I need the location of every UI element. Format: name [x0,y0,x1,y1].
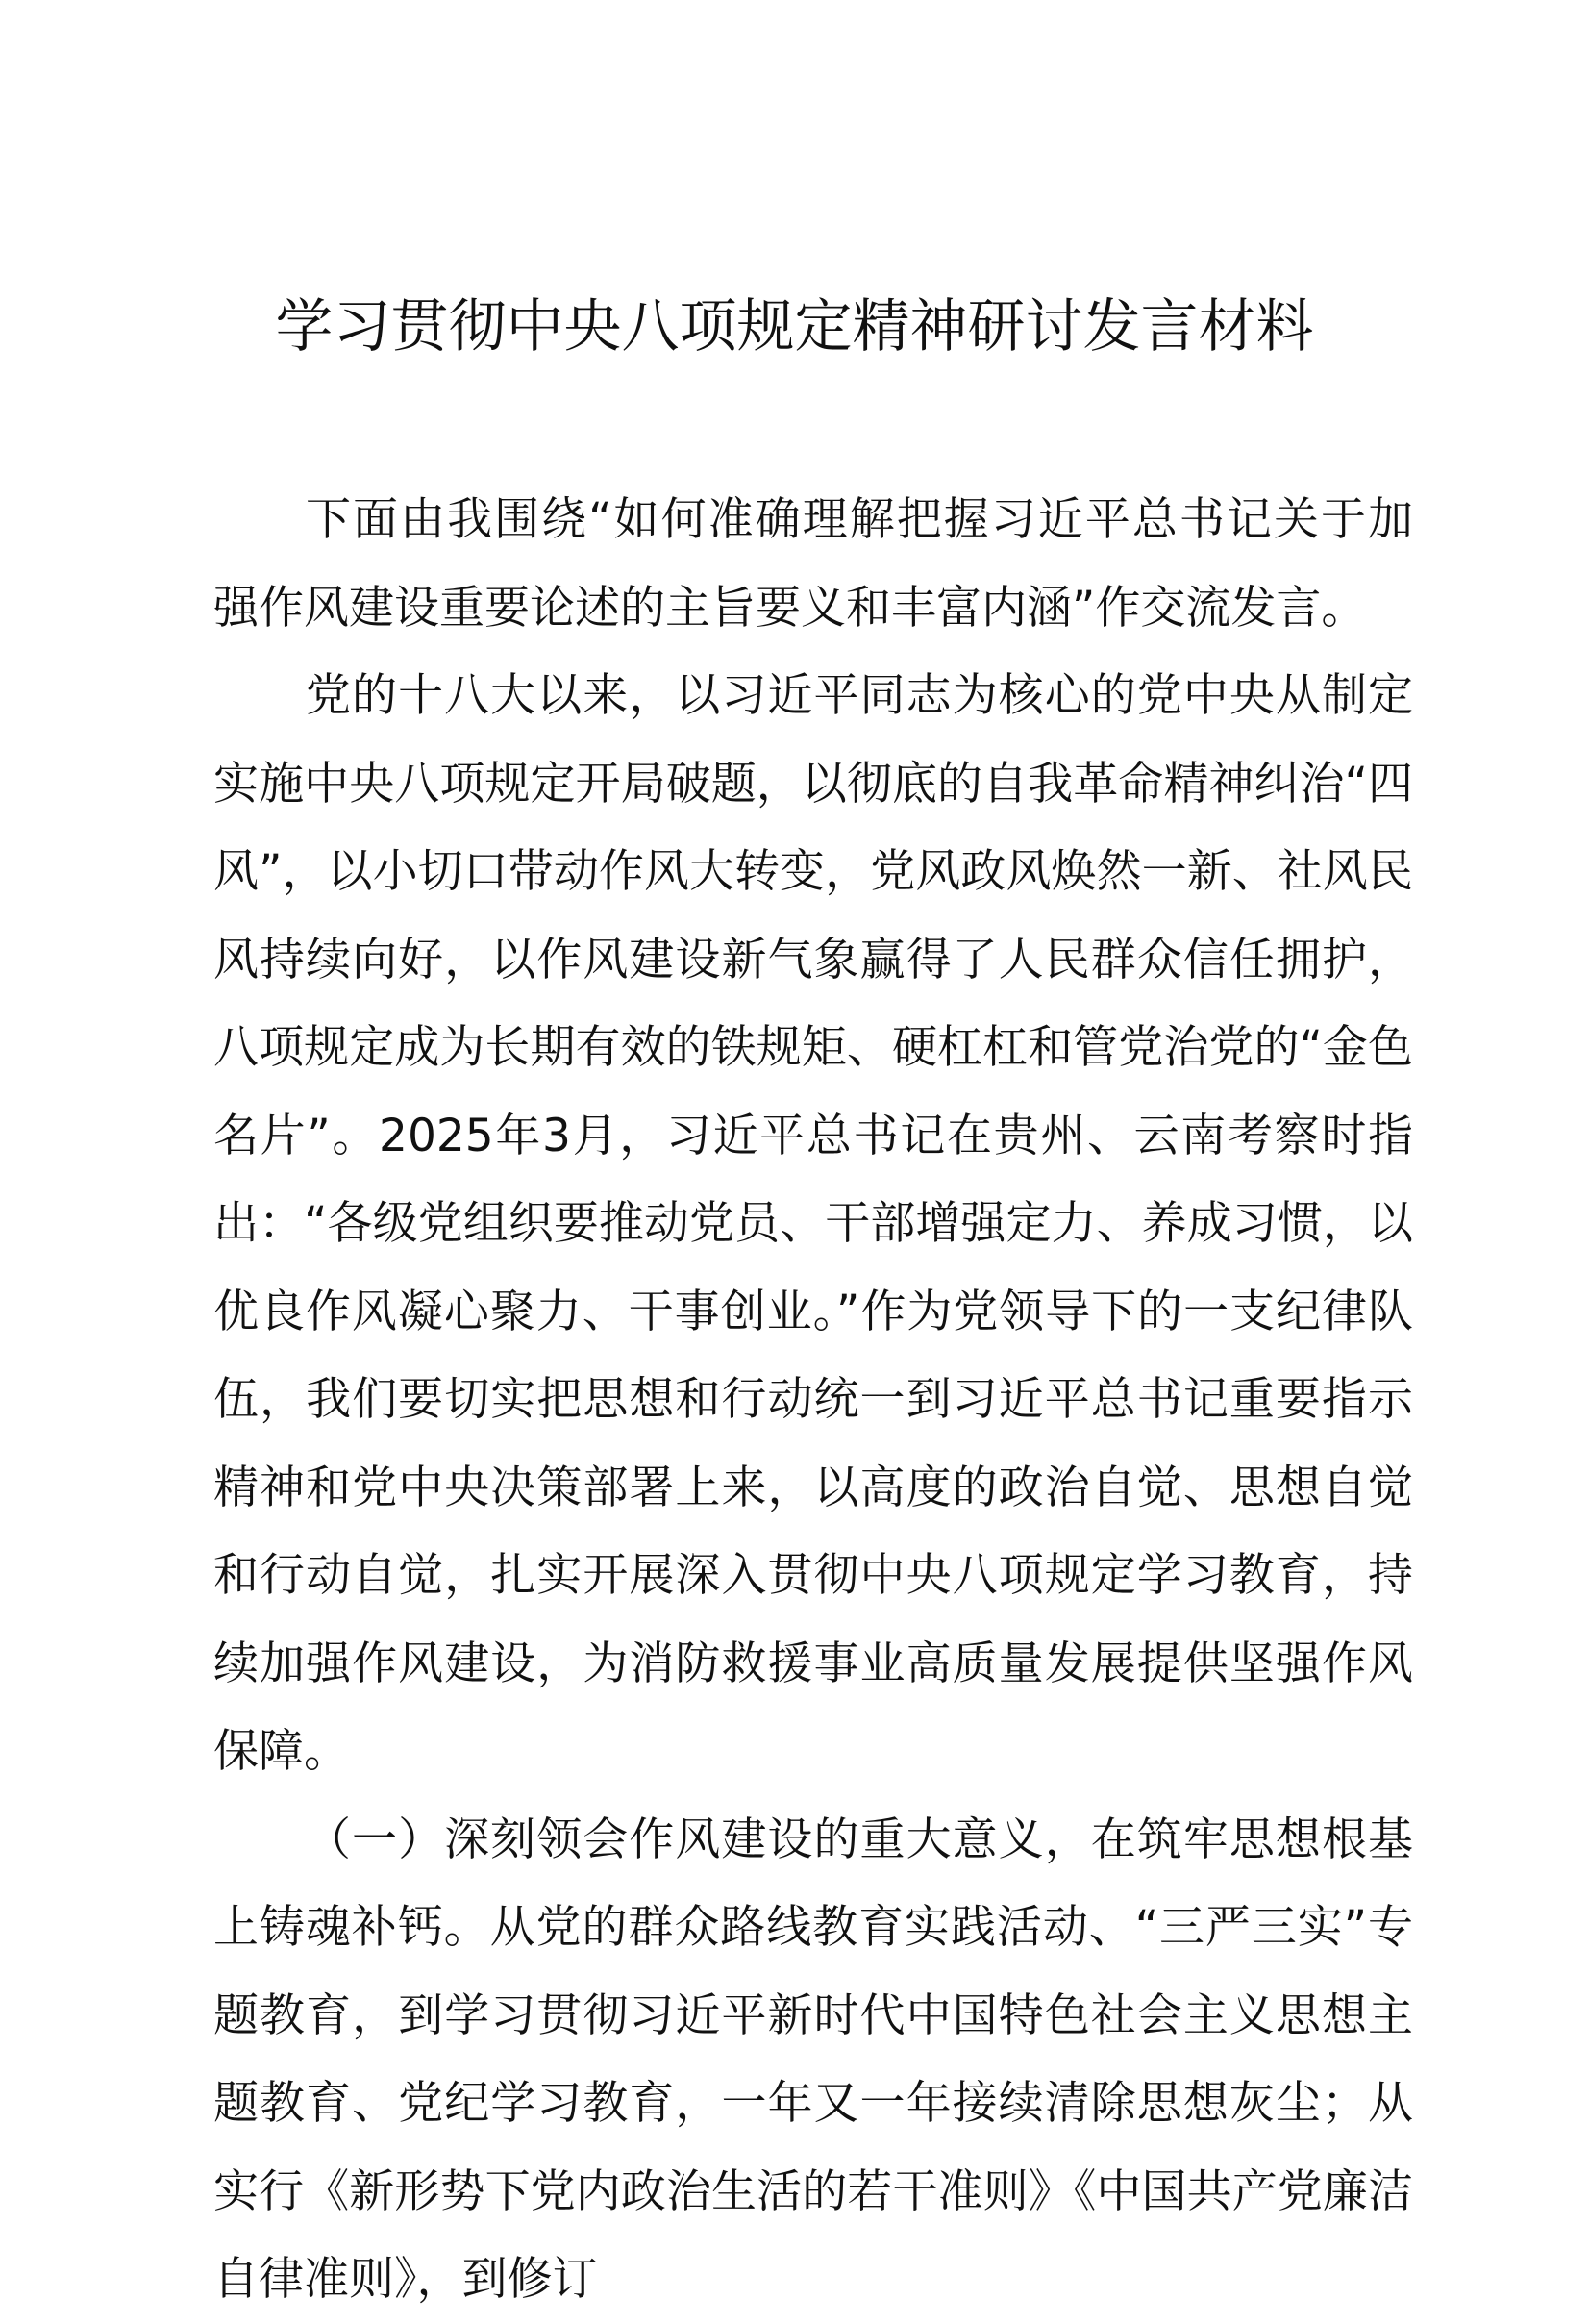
paragraph-intro: 下面由我围绕“如何准确理解把握习近平总书记关于加强作风建设重要论述的主旨要义和丰富内涵”作交流发言。 [213,493,1413,635]
document-title: 学习贯彻中央八项规定精神研讨发言材料 [275,293,1314,361]
paragraph-background: 党的十八大以来，以习近平同志为核心的党中央从制定实施中央八项规定开局破题，以彻底的自我革命精神纠治“四风”，以小切口带动作风大转变，党风政风焕然一新、社风民风持续向好，以作风建设新气象赢得了人民群众信任拥护，八项规定成为长期有效的铁规矩、硬杠杠和管党治党的“金色名片”。2025年3月，习近平总书记在贵州、云南考察时指出：“各级党组织要推动党员、干部增强定力、养成习惯，以优良作风凝心聚力、干事创业。”作为党领导下的一支纪律队伍，我们要切实把思想和行动统一到习近平总书记重要指示精神和党中央决策部署上来，以高度的政治自觉、思想自觉和行动自觉，扎实开展深入贯彻中央八项规定学习教育，持续加强作风建设，为消防救援事业高质量发展提供坚强作风保障。 [213,669,1413,1778]
paragraph-section-one: （一）深刻领会作风建设的重大意义，在筑牢思想根基上铸魂补钙。从党的群众路线教育实践活动、“三严三实”专题教育，到学习贯彻习近平新时代中国特色社会主义思想主题教育、党纪学习教育，一年又一年接续清除思想灰尘；从实行《新形势下党内政治生活的若干准则》《中国共产党廉洁自律准则》，到修订 [213,1812,1413,2306]
document-body [213,476,1413,2324]
